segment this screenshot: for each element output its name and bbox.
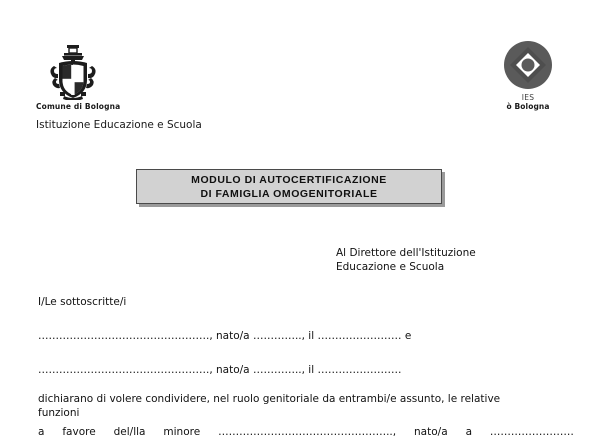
- child-detail-word: del/lla: [113, 426, 146, 438]
- header-left-block: [36, 44, 276, 131]
- child-detail-word: a: [38, 426, 45, 438]
- parent-two-fill-line[interactable]: …………………………………………., nato/a ………….., il ……………………: [38, 364, 402, 376]
- parent-one-fill-line[interactable]: …………………………………………., nato/a ………….., il …………………… e: [38, 330, 412, 342]
- undersigned-intro-label: I/Le sottoscritte/i: [38, 296, 127, 308]
- child-detail-words: [38, 425, 574, 439]
- declaration-paragraph: [38, 392, 574, 420]
- child-detail-word: favore: [62, 426, 96, 438]
- ies-quadrant-logo-icon: [499, 38, 557, 92]
- child-detail-word: ……………………: [489, 426, 574, 438]
- addressee-block: [336, 246, 476, 274]
- child-detail-word: a: [465, 426, 472, 438]
- ies-logo-subtitle: ò Bologna: [506, 102, 550, 111]
- child-detail-word: nato/a: [414, 426, 448, 438]
- bologna-coat-of-arms-icon: [42, 44, 104, 100]
- ies-logo-name: IES: [521, 93, 535, 102]
- child-detail-word: minore: [163, 426, 201, 438]
- document-title-box: [136, 169, 442, 204]
- declaration-line-1: dichiarano di volere condividere, nel ruolo genitoriale da entrambi/e assunto, le relative: [38, 393, 501, 405]
- form-body-block: [38, 296, 576, 376]
- document-title-line-2: DI FAMIGLIA OMOGENITORIALE: [200, 187, 378, 200]
- header-right-block: [488, 38, 568, 111]
- istituzione-educazione-scuola-label: Istituzione Educazione e Scuola: [36, 119, 202, 131]
- declaration-line-2: funzioni: [38, 407, 80, 419]
- child-detail-line[interactable]: [38, 425, 574, 439]
- document-title-line-1: MODULO DI AUTOCERTIFICAZIONE: [191, 173, 387, 186]
- comune-di-bologna-label: Comune di Bologna: [36, 102, 121, 111]
- addressee-line-1: Al Direttore dell'Istituzione: [336, 247, 476, 259]
- child-detail-word: …………………………………………..,: [218, 426, 397, 438]
- addressee-line-2: Educazione e Scuola: [336, 261, 445, 273]
